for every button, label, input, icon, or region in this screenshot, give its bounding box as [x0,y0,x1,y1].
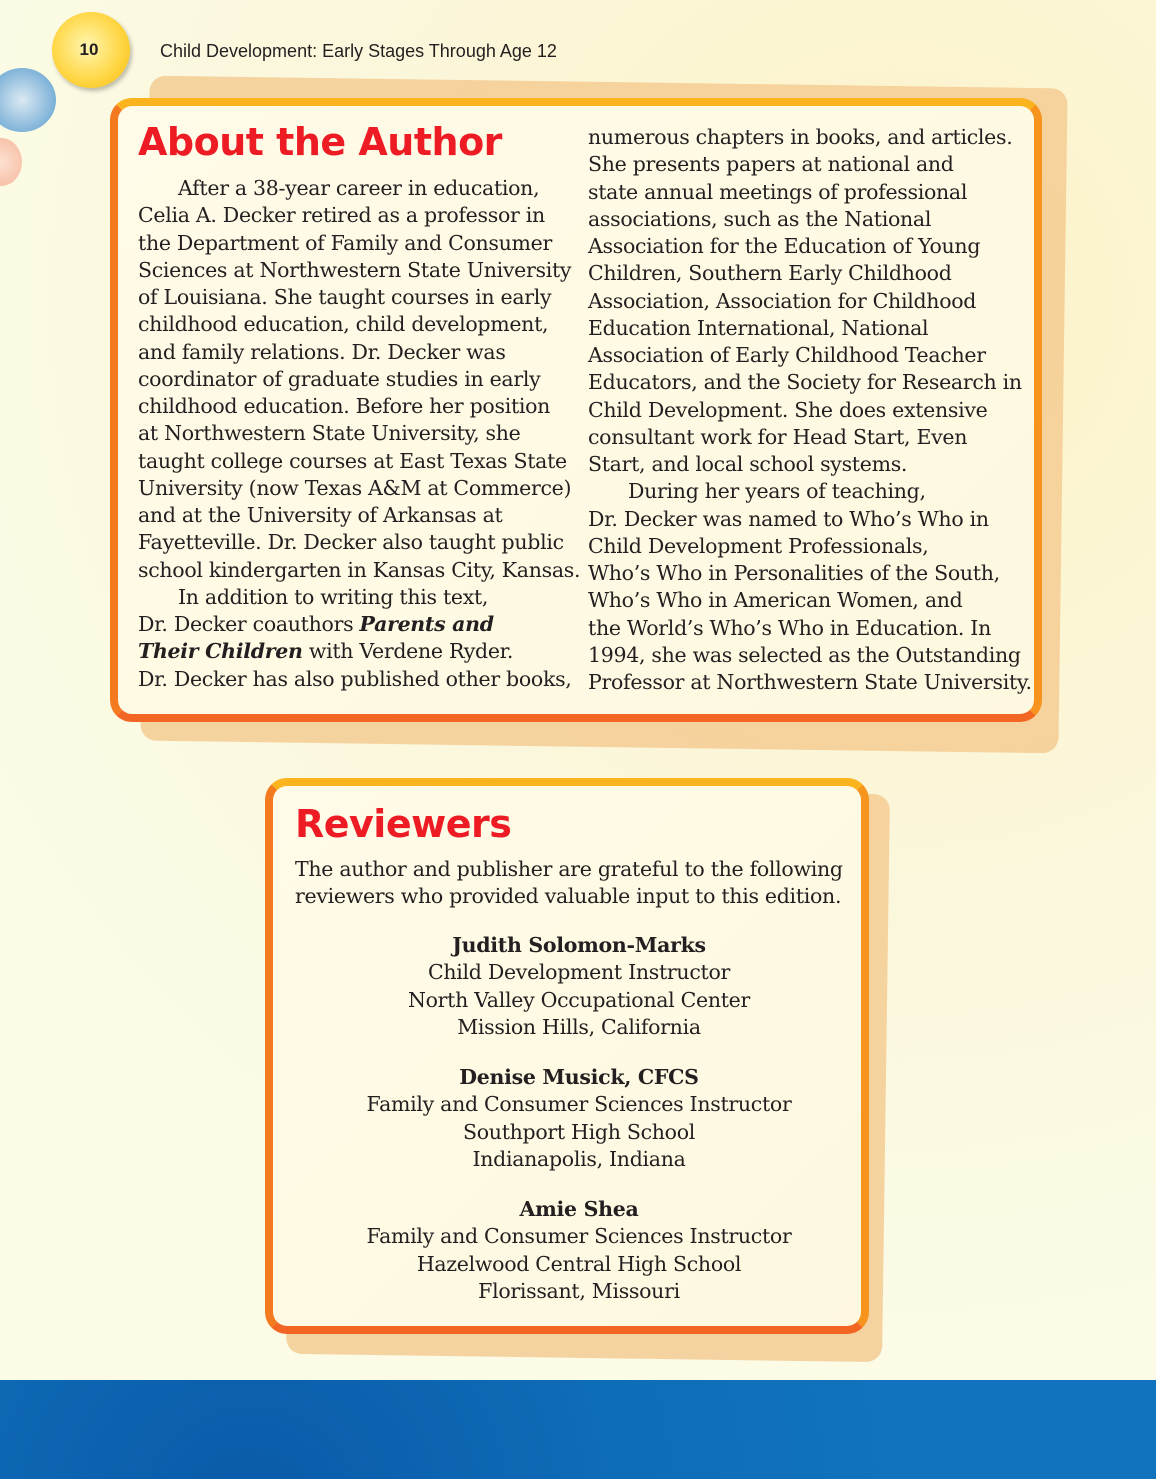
text-line [588,669,1032,696]
text-line [588,397,1032,424]
text-line [588,288,1032,315]
reviewer-name: Judith Solomon-Marks [452,933,706,957]
text-line [588,642,1032,669]
text-line [138,638,580,665]
text-line [588,260,1032,287]
intro-line: The author and publisher are grateful to the following [295,857,843,881]
reviewer-place: Indianapolis, Indiana [472,1146,686,1171]
text-line [588,151,1032,178]
reviewer-entry [265,1064,893,1173]
line-text: Celia A. Decker retired as a professor in [138,203,545,228]
line-text: She presents papers at national and [588,152,954,177]
text-line [138,284,580,311]
line-text: Child Development Professionals, [588,533,929,558]
about-author-title: About the Author [138,120,502,164]
decorative-blue-bubble [0,68,56,132]
text-line [588,124,1032,151]
line-text: taught college courses at East Texas State [138,448,567,473]
line-text: Start, and local school systems. [588,452,908,476]
text-line [588,206,1032,233]
line-text: school kindergarten in Kansas City, Kansas. [138,557,581,582]
text-line [138,475,580,502]
text-line [588,369,1032,396]
line-text: at Northwestern State University, she [138,421,521,446]
line-text: childhood education. Before her position [138,394,551,418]
line-text: Education International, National [588,315,929,340]
text-line [588,506,1032,533]
line-text: consultant work for Head Start, Even [588,424,968,449]
reviewer-name: Amie Shea [519,1197,639,1221]
line-text: Association of Early Childhood Teacher [588,343,986,367]
text-line [138,202,580,229]
reviewer-org: North Valley Occupational Center [407,987,751,1012]
text-line [138,448,580,475]
line-text: Sciences at Northwestern State University [138,257,572,282]
line-text: Fayetteville. Dr. Decker also taught public [138,530,564,555]
reviewers-intro [295,856,843,911]
text-line [138,557,580,584]
reviewer-place: Mission Hills, California [457,1014,701,1039]
text-line [138,339,580,366]
text-line [588,342,1032,369]
text-line [588,424,1032,451]
text-line [138,230,580,257]
line-text: childhood education, child development, [138,312,549,337]
reviewer-org: Hazelwood Central High School [416,1251,742,1276]
reviewer-entry [265,1196,893,1305]
line-text: University (now Texas A&M at Commerce) [138,475,572,500]
line-text: and at the University of Arkansas at [138,503,503,527]
reviewer-role: Child Development Instructor [428,960,730,985]
line-text: Dr. Decker coauthors [138,612,360,636]
reviewers-title: Reviewers [295,802,512,846]
text-line [138,584,580,611]
line-text: 1994, she was selected as the Outstanding [588,642,1021,667]
line-text: Dr. Decker has also published other books, [138,666,572,691]
line-text: Association, Association for Childhood [588,288,977,313]
line-text: associations, such as the National [588,206,932,231]
line-text: Dr. Decker was named to Who’s Who in [588,506,989,531]
line-text: with Verdene Ryder. [302,639,514,664]
text-line [588,233,1032,260]
line-text: Who’s Who in American Women, and [588,588,963,613]
line-text: and family relations. Dr. Decker was [138,339,506,364]
text-line [588,451,1032,478]
text-line [138,666,580,693]
text-line [138,502,580,529]
text-line [138,393,580,420]
reviewer-role: Family and Consumer Sciences Instructor [366,1224,792,1249]
reviewer-place: Florissant, Missouri [478,1278,680,1303]
line-text: After a 38-year career in education, [178,176,540,200]
text-line [138,311,580,338]
text-line [138,257,580,284]
line-text: During her years of teaching, [628,479,926,504]
line-text: the Department of Family and Consumer [138,230,553,255]
line-text: state annual meetings of professional [588,179,968,204]
text-line [138,175,580,202]
text-line [138,529,580,556]
reviewer-list [265,932,893,1328]
line-text: coordinator of graduate studies in early [138,366,541,391]
line-text: the World’s Who’s Who in Education. In [588,615,991,640]
text-line [588,587,1032,614]
line-text: Who’s Who in Personalities of the South, [588,561,1000,585]
text-line [138,611,580,638]
line-text: Educators, and the Society for Research in [588,370,1022,395]
line-text: Children, Southern Early Childhood [588,261,952,286]
reviewer-role: Family and Consumer Sciences Instructor [366,1092,792,1117]
text-line [588,315,1032,342]
text-line [588,560,1032,587]
book-title: Their Children [138,639,303,664]
book-title: Parents and [359,612,494,636]
running-head: Child Development: Early Stages Through Age 12 [160,41,557,61]
reviewer-entry [265,932,893,1041]
about-right-column [588,124,1032,696]
text-line [588,533,1032,560]
line-text: Association for the Education of Young [588,234,981,258]
text-line [138,366,580,393]
text-line [588,478,1032,505]
line-text: of Louisiana. She taught courses in early [138,285,552,309]
decorative-pink-bubble [0,138,22,186]
reviewer-name: Denise Musick, CFCS [459,1065,699,1089]
page-number: 10 [52,12,130,88]
reviewer-org: Southport High School [463,1119,695,1144]
bottom-blue-band [0,1380,1156,1479]
line-text: Child Development. She does extensive [588,397,988,422]
text-line [588,179,1032,206]
line-text: Professor at Northwestern State University. [588,670,1032,694]
text-line [138,420,580,447]
text-line [588,615,1032,642]
line-text: numerous chapters in books, and articles. [588,125,1013,149]
line-text: In addition to writing this text, [178,584,489,609]
intro-line: reviewers who provided valuable input to this edition. [295,884,842,909]
about-left-column [138,175,580,693]
